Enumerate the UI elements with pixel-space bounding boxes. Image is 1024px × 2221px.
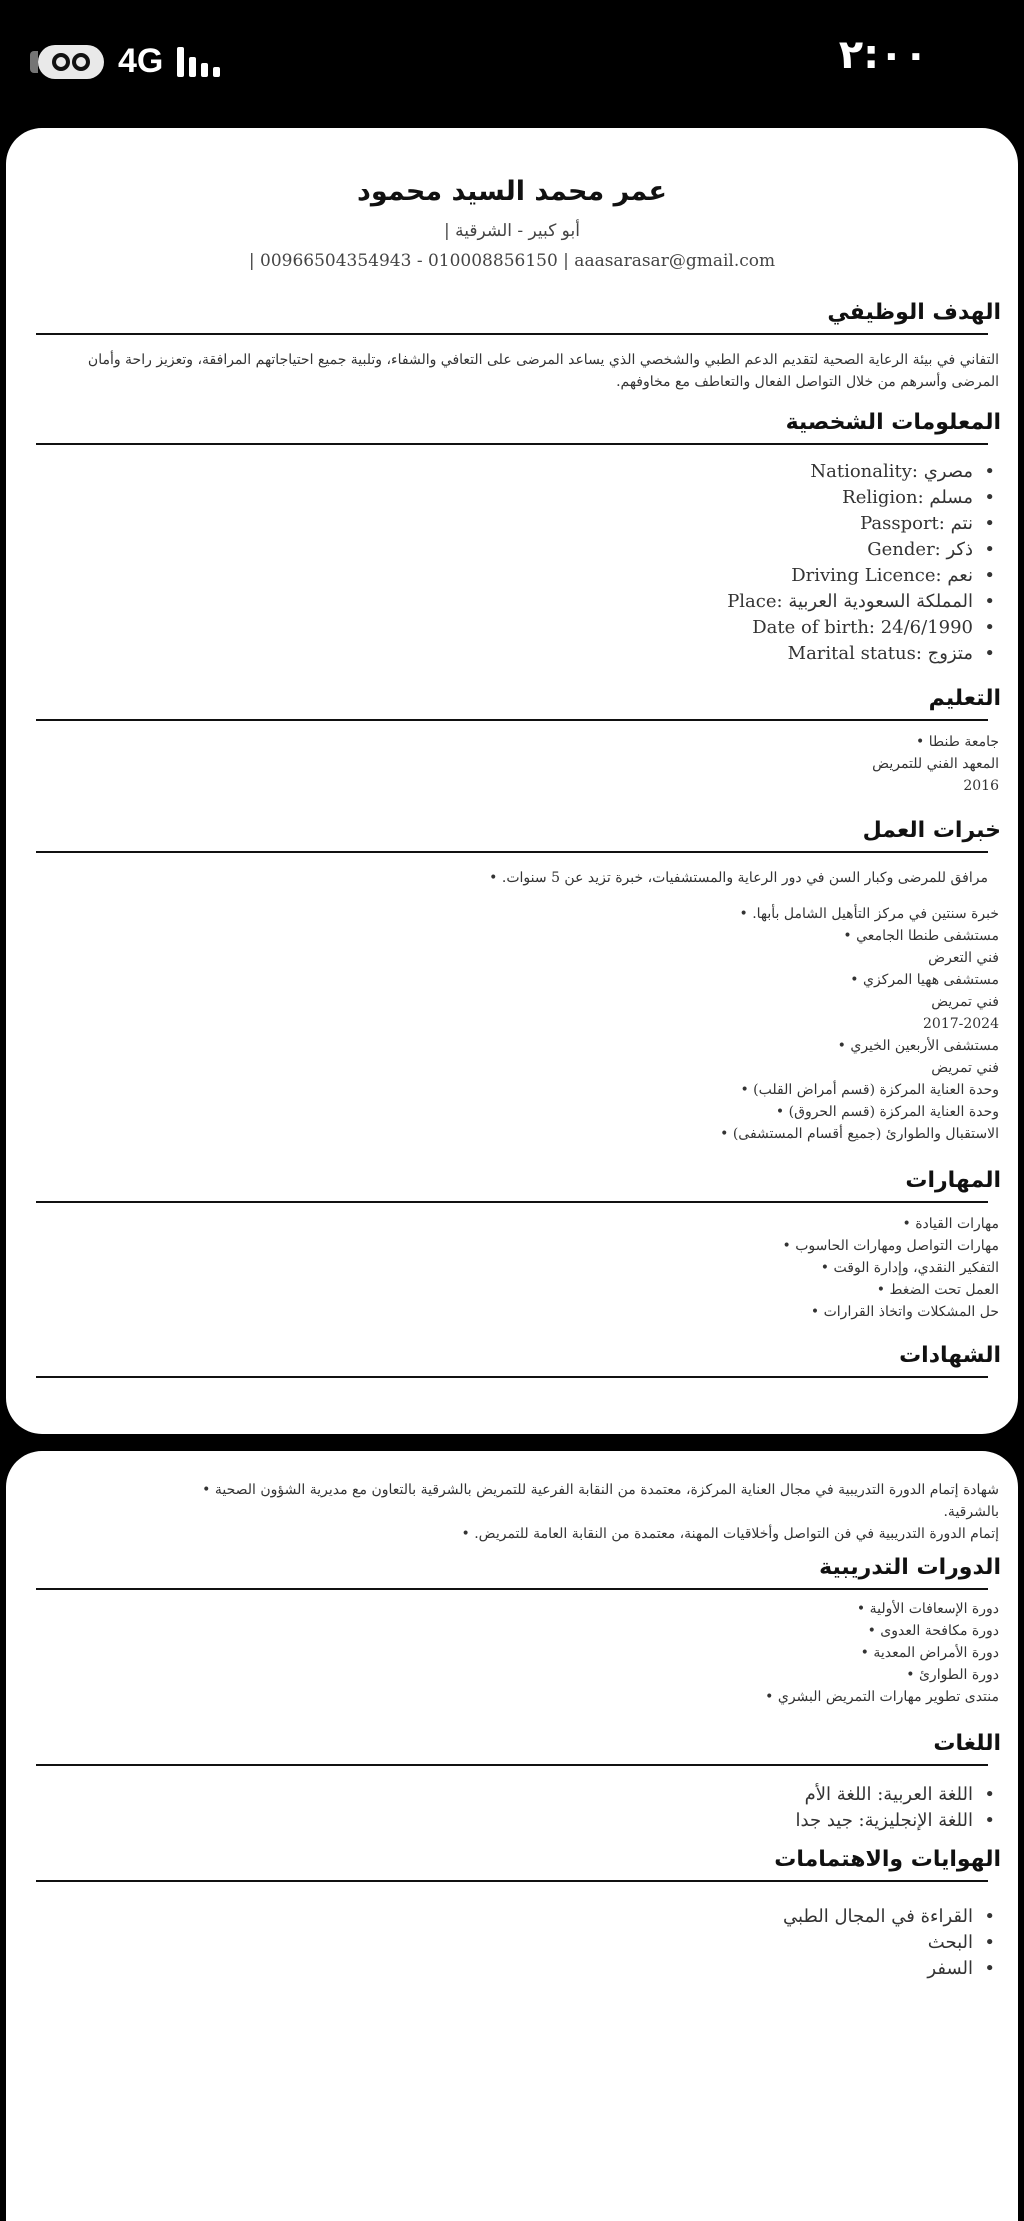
section-divider (36, 1201, 988, 1203)
courses-list (6, 1598, 1018, 1708)
list-item: مستشفى ههيا المركزي • (6, 969, 999, 991)
list-item: شهادة إتمام الدورة التدريبية في مجال العناية المركزة، معتمدة من النقابة الفرعية للتمريض بالشرقية بالتعاون مع مديرية الشؤون الصحية • (6, 1479, 999, 1501)
list-item: فني تمريض (931, 1060, 999, 1076)
list-item: التفكير النقدي، وإدارة الوقت • (6, 1257, 999, 1279)
status-left (38, 42, 220, 81)
list-item: • البحث (6, 1930, 973, 1956)
list-item: • اللغة العربية: اللغة الأم (6, 1782, 973, 1808)
objective-text: التفاني في بيئة الرعاية الصحية لتقديم الدعم الطبي والشخصي الذي يساعد المرضى على التعافي والشفاء، وتلبية جميع احتياجاتهم المرافقة، وتعزيز راحة وأمان المرضى وأسرهم من خلال التواصل الفعال والتعاطف مع مخاوفهم. (87, 352, 999, 390)
list-item: دورة الطوارئ • (6, 1664, 999, 1686)
list-item: مستشفى طنطا الجامعي • (6, 925, 999, 947)
list-item: دورة مكافحة العدوى • (6, 1620, 999, 1642)
list-item: 2016 (963, 778, 999, 794)
section-divider (36, 443, 988, 445)
section-title-education: التعليم (928, 686, 1001, 711)
list-item: • Religion: مسلم (6, 485, 973, 511)
signal-bars-icon (177, 47, 220, 77)
list-item: مستشفى الأربعين الخيري • (6, 1035, 999, 1057)
experience-summary (6, 867, 1018, 889)
list-item: الاستقبال والطوارئ (جميع أقسام المستشفى) • (6, 1123, 999, 1145)
candidate-name: عمر محمد السيد محمود (357, 176, 667, 207)
list-item: حل المشكلات واتخاذ القرارات • (6, 1301, 999, 1323)
list-item: فني تمريض (931, 994, 999, 1010)
skills-section (6, 1168, 1018, 1323)
experience-section (6, 818, 1018, 1145)
skills-list (6, 1213, 1018, 1323)
list-item: وحدة العناية المركزة (قسم أمراض القلب) • (6, 1079, 999, 1101)
list-item: • اللغة الإنجليزية: جيد جدا (6, 1808, 973, 1834)
list-item: مرافق للمرضى وكبار السن في دور الرعاية والمستشفيات، خبرة تزيد عن 5 سنوات. • (6, 867, 988, 889)
section-title-languages: اللغات (933, 1731, 1001, 1756)
list-item: • القراءة في المجال الطبي (6, 1904, 973, 1930)
courses-section (6, 1555, 1018, 1708)
list-item: دورة الأمراض المعدية • (6, 1642, 999, 1664)
hobbies-list (6, 1904, 1018, 1982)
list-item: • Driving Licence: نعم (6, 563, 973, 589)
section-divider (36, 1588, 988, 1590)
list-item: دورة الإسعافات الأولية • (6, 1598, 999, 1620)
list-item: مهارات القيادة • (6, 1213, 999, 1235)
list-item: إتمام الدورة التدريبية في فن التواصل وأخلاقيات المهنة، معتمدة من النقابة العامة للتمريض. • (6, 1523, 999, 1545)
languages-section (6, 1731, 1018, 1834)
list-item: بالشرقية. (943, 1504, 999, 1520)
list-item: 2017-2024 (923, 1016, 999, 1032)
list-item: • السفر (6, 1956, 973, 1982)
list-item: • Passport: نتم (6, 511, 973, 537)
hobbies-section (6, 1847, 1018, 1982)
list-item: وحدة العناية المركزة (قسم الحروق) • (6, 1101, 999, 1123)
certificates-list (6, 1479, 1018, 1545)
document-page-1 (6, 128, 1018, 1434)
languages-list (6, 1782, 1018, 1834)
personal-info-section (6, 410, 1018, 667)
section-divider (36, 719, 988, 721)
clock: ٢:٠٠ (838, 32, 928, 78)
education-list (6, 731, 1018, 797)
certificates-content (6, 1479, 1018, 1545)
section-title-personal: المعلومات الشخصية (785, 410, 1001, 435)
list-item: فني التعرض (928, 950, 999, 966)
list-item: المعهد الفني للتمريض (872, 756, 999, 772)
section-divider (36, 1880, 988, 1882)
list-item: خبرة سنتين في مركز التأهيل الشامل بأبها. • (6, 903, 999, 925)
section-title-hobbies: الهوايات والاهتمامات (774, 1847, 1001, 1872)
list-item: • Date of birth: 24/6/1990 (6, 615, 973, 641)
list-item: • Marital status: متزوج (6, 641, 973, 667)
list-item: • Place: المملكة السعودية العربية (6, 589, 973, 615)
objective-section (6, 300, 1018, 393)
list-item: مهارات التواصل ومهارات الحاسوب • (6, 1235, 999, 1257)
list-item: جامعة طنطا • (6, 731, 999, 753)
document-page-2 (6, 1451, 1018, 2221)
list-item: • Gender: ذكر (6, 537, 973, 563)
section-title-experience: خبرات العمل (862, 818, 1001, 843)
contact-info: | 00966504354943 - 010008856150 | aaasarasar@gmail.com (248, 251, 776, 271)
section-divider (36, 1764, 988, 1766)
section-divider (36, 333, 988, 335)
section-divider (36, 1376, 988, 1378)
section-title-certificates: الشهادات (899, 1343, 1001, 1368)
resume-header (6, 128, 1018, 271)
section-title-objective: الهدف الوظيفي (827, 300, 1001, 325)
certificates-section-header (6, 1343, 1018, 1378)
section-title-courses: الدورات التدريبية (819, 1555, 1001, 1580)
location: أبو كبير - الشرقية | (444, 221, 580, 241)
section-title-skills: المهارات (905, 1168, 1001, 1193)
education-section (6, 686, 1018, 797)
camera-indicator-icon (38, 45, 104, 79)
experience-list (6, 903, 1018, 1145)
network-type: 4G (118, 42, 164, 80)
personal-info-list (6, 459, 1018, 667)
list-item: العمل تحت الضغط • (6, 1279, 999, 1301)
section-divider (36, 851, 988, 853)
list-item: • Nationality: مصري (6, 459, 973, 485)
list-item: منتدى تطوير مهارات التمريض البشري • (6, 1686, 999, 1708)
status-bar (0, 0, 1024, 128)
